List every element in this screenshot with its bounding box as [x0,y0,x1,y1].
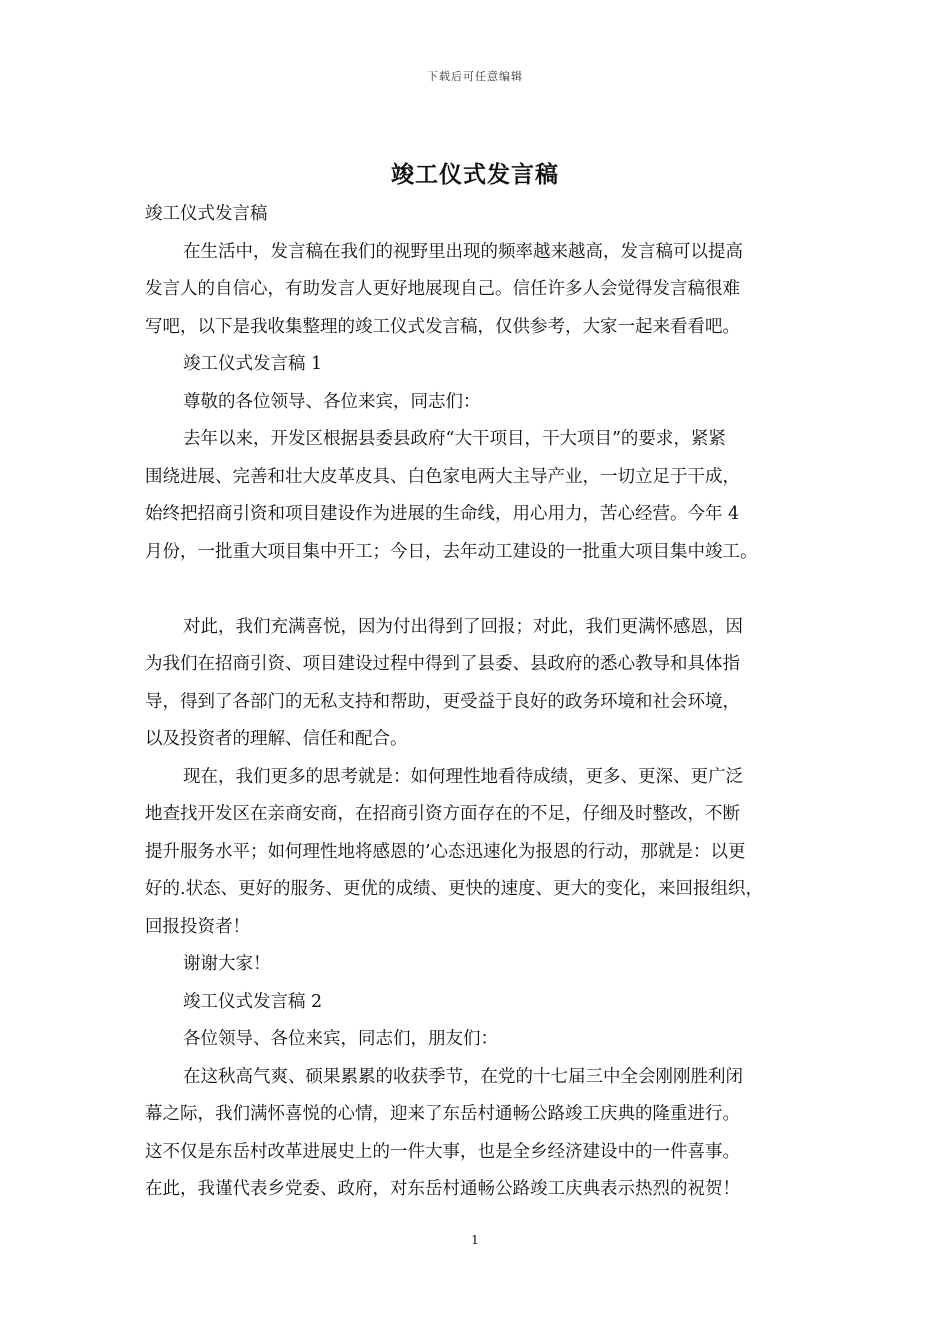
body-text-line: 幕之际，我们满怀喜悦的心情，迎来了东岳村通畅公路竣工庆典的隆重进行。 [145,1104,740,1124]
body-text-line: 始终把招商引资和项目建设作为进展的生命线，用心用力，苦心经营。今年 4 [145,504,740,524]
body-text-line: 这不仅是东岳村改革进展史上的一件大事，也是全乡经济建设中的一件喜事。 [145,1141,740,1162]
body-text-line: 在此，我谨代表乡党委、政府，对东岳村通畅公路竣工庆典表示热烈的祝贺！ [145,1179,740,1199]
body-text-line: 以及投资者的理解、信任和配合。 [145,729,408,749]
body-text-line: 尊敬的各位领导、各位来宾，同志们： [183,391,481,412]
body-text-line: 地查找开发区在亲商安商，在招商引资方面存在的不足，仔细及时整改，不断 [145,804,740,824]
body-text-line: 现在，我们更多的思考就是：如何理性地看待成绩，更多、更深、更广泛 [183,766,743,787]
body-text-line: 围绕进展、完善和壮大皮革皮具、白色家电两大主导产业，一切立足于干成， [145,466,740,487]
body-text-line: 好的.状态、更好的服务、更优的成绩、更快的速度、更大的变化，来回报组织， [145,879,764,899]
body-text-line: 对此，我们充满喜悦，因为付出得到了回报；对此，我们更满怀感恩，因 [183,616,743,637]
body-text-line: 谢谢大家！ [183,954,271,974]
body-text-line: 竣工仪式发言稿 2 [183,991,323,1012]
page-number: 1 [471,1233,479,1247]
body-text-line: 在这秋高气爽、硕果累累的收获季节，在党的十七届三中全会刚刚胜利闭 [183,1066,743,1087]
body-text-line: 竣工仪式发言稿 1 [183,354,323,374]
body-text-line: 提升服务水平；如何理性地将感恩的’心态迅速化为报恩的行动，那就是：以更 [145,841,746,862]
body-text-line: 在生活中，发言稿在我们的视野里出现的频率越来越高，发言稿可以提高 [183,241,743,262]
blank-line [145,571,813,609]
body-text-line: 导，得到了各部门的无私支持和帮助，更受益于良好的政务环境和社会环境， [145,691,740,712]
body-text-line: 为我们在招商引资、项目建设过程中得到了县委、县政府的悉心教导和具体指 [145,654,740,674]
document-title: 竣工仪式发言稿 [391,161,559,188]
body-text-line: 各位领导、各位来宾，同志们，朋友们： [183,1029,498,1049]
body-text-line: 写吧，以下是我收集整理的竣工仪式发言稿，仅供参考，大家一起来看看吧。 [145,316,740,337]
body-text-line: 发言人的自信心，有助发言人更好地展现自己。信任许多人会觉得发言稿很难 [145,279,740,299]
page-header: 下载后可任意编辑 [427,70,523,83]
body-text-line: 月份，一批重大项目集中开工；今日，去年动工建设的一批重大项目集中竣工。 [145,541,758,562]
body-text-line: 去年以来，开发区根据县委县政府“大干项目，干大项目”的要求，紧紧 [183,429,726,449]
document-body [145,196,813,1209]
body-text-line: 竣工仪式发言稿 [145,204,268,224]
body-text-line: 回报投资者！ [145,916,250,937]
